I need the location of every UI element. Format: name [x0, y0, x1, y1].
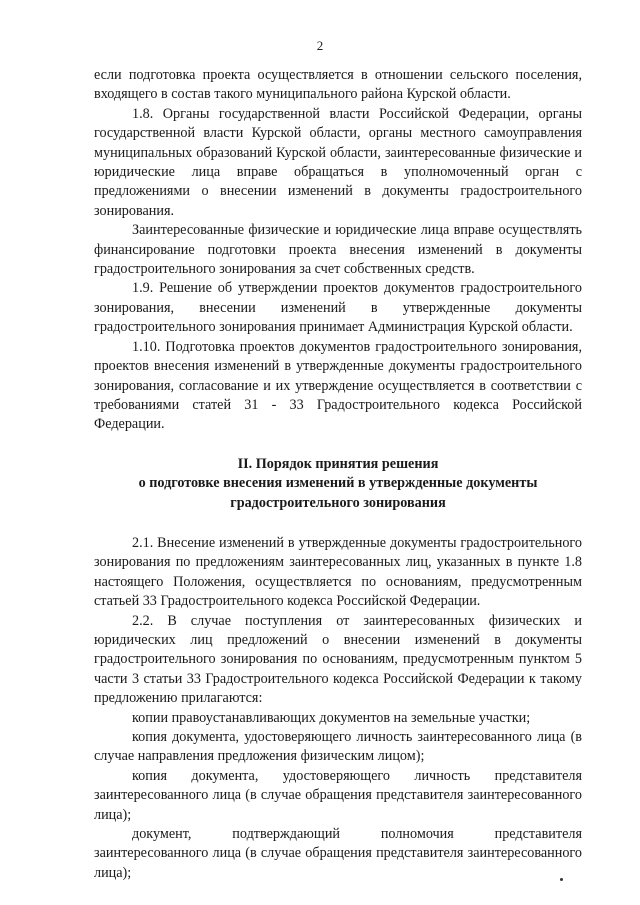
paragraph-2-1: 2.1. Внесение изменений в утвержденные документы градостроительного зонирования по предложениям заинтересованных лиц, указанных в пункте 1.8 настоящего Положения, осуществляется по основаниям, предусмотренным статьей 33 Градостроительного кодекса Российской Федерации. — [94, 534, 582, 610]
list-item-authority-document: документ, подтверждающий полномочия представителя заинтересованного лица (в случае обращения представителя заинтересованного лица); — [94, 826, 582, 881]
section-heading-line-3: градостроительного зонирования — [230, 494, 446, 511]
paragraph-financing: Заинтересованные физические и юридические лица вправе осуществлять финансирование подготовки проекта внесения изменений в документы градостроительного зонирования за счет собственных средств. — [94, 222, 582, 278]
page-number: 2 — [316, 38, 324, 53]
section-heading-line-1: II. Порядок принятия решения — [237, 455, 439, 472]
list-item-representative-identity: копия документа, удостоверяющего личность представителя заинтересованного лица (в случае обращения представителя заинтересованного лица); — [94, 767, 582, 823]
section-heading-line-2: о подготовке внесения изменений в утвержденные документы — [138, 475, 538, 492]
document-body — [94, 66, 582, 883]
paragraph-1-9: 1.9. Решение об утверждении проектов документов градостроительного зонирования, внесении изменений в утвержденные документы градостроительного зонирования принимает Администрация Курской области. — [94, 280, 582, 336]
section-heading — [94, 455, 582, 513]
paragraph-continuation: если подготовка проекта осуществляется в отношении сельского поселения, входящего в состав такого муниципального района Курской области. — [94, 67, 582, 103]
list-item-land-documents: копии правоустанавливающих документов на земельные участки; — [132, 709, 531, 726]
paragraph-1-10: 1.10. Подготовка проектов документов градостроительного зонирования, проектов внесения изменений в утвержденные документы градостроительного зонирования, согласование и их утверждение осуществляется в соответствии с требованиями статей 31 - 33 Градостроительного кодекса Российской Федерации. — [94, 338, 582, 433]
scan-speck — [560, 878, 563, 881]
list-item-identity-copy: копия документа, удостоверяющего личность заинтересованного лица (в случае направления предложения физическим лицом); — [94, 729, 582, 765]
paragraph-2-2: 2.2. В случае поступления от заинтересованных физических и юридических лиц предложений о внесении изменений в документы градостроительного зонирования по основаниям, предусмотренным пунктом 5 части 3 статьи 33 Градостроительного кодекса Российской Федерации к такому предложению прилагаются: — [94, 612, 582, 707]
paragraph-1-8: 1.8. Органы государственной власти Российской Федерации, органы государственной власти Курской области, органы местного самоуправления муниципальных образований Курской области, заинтересованные физические и юридические лица вправе обращаться в уполномоченный орган с предложениями о внесении изменений в документы градостроительного зонирования. — [94, 105, 582, 219]
